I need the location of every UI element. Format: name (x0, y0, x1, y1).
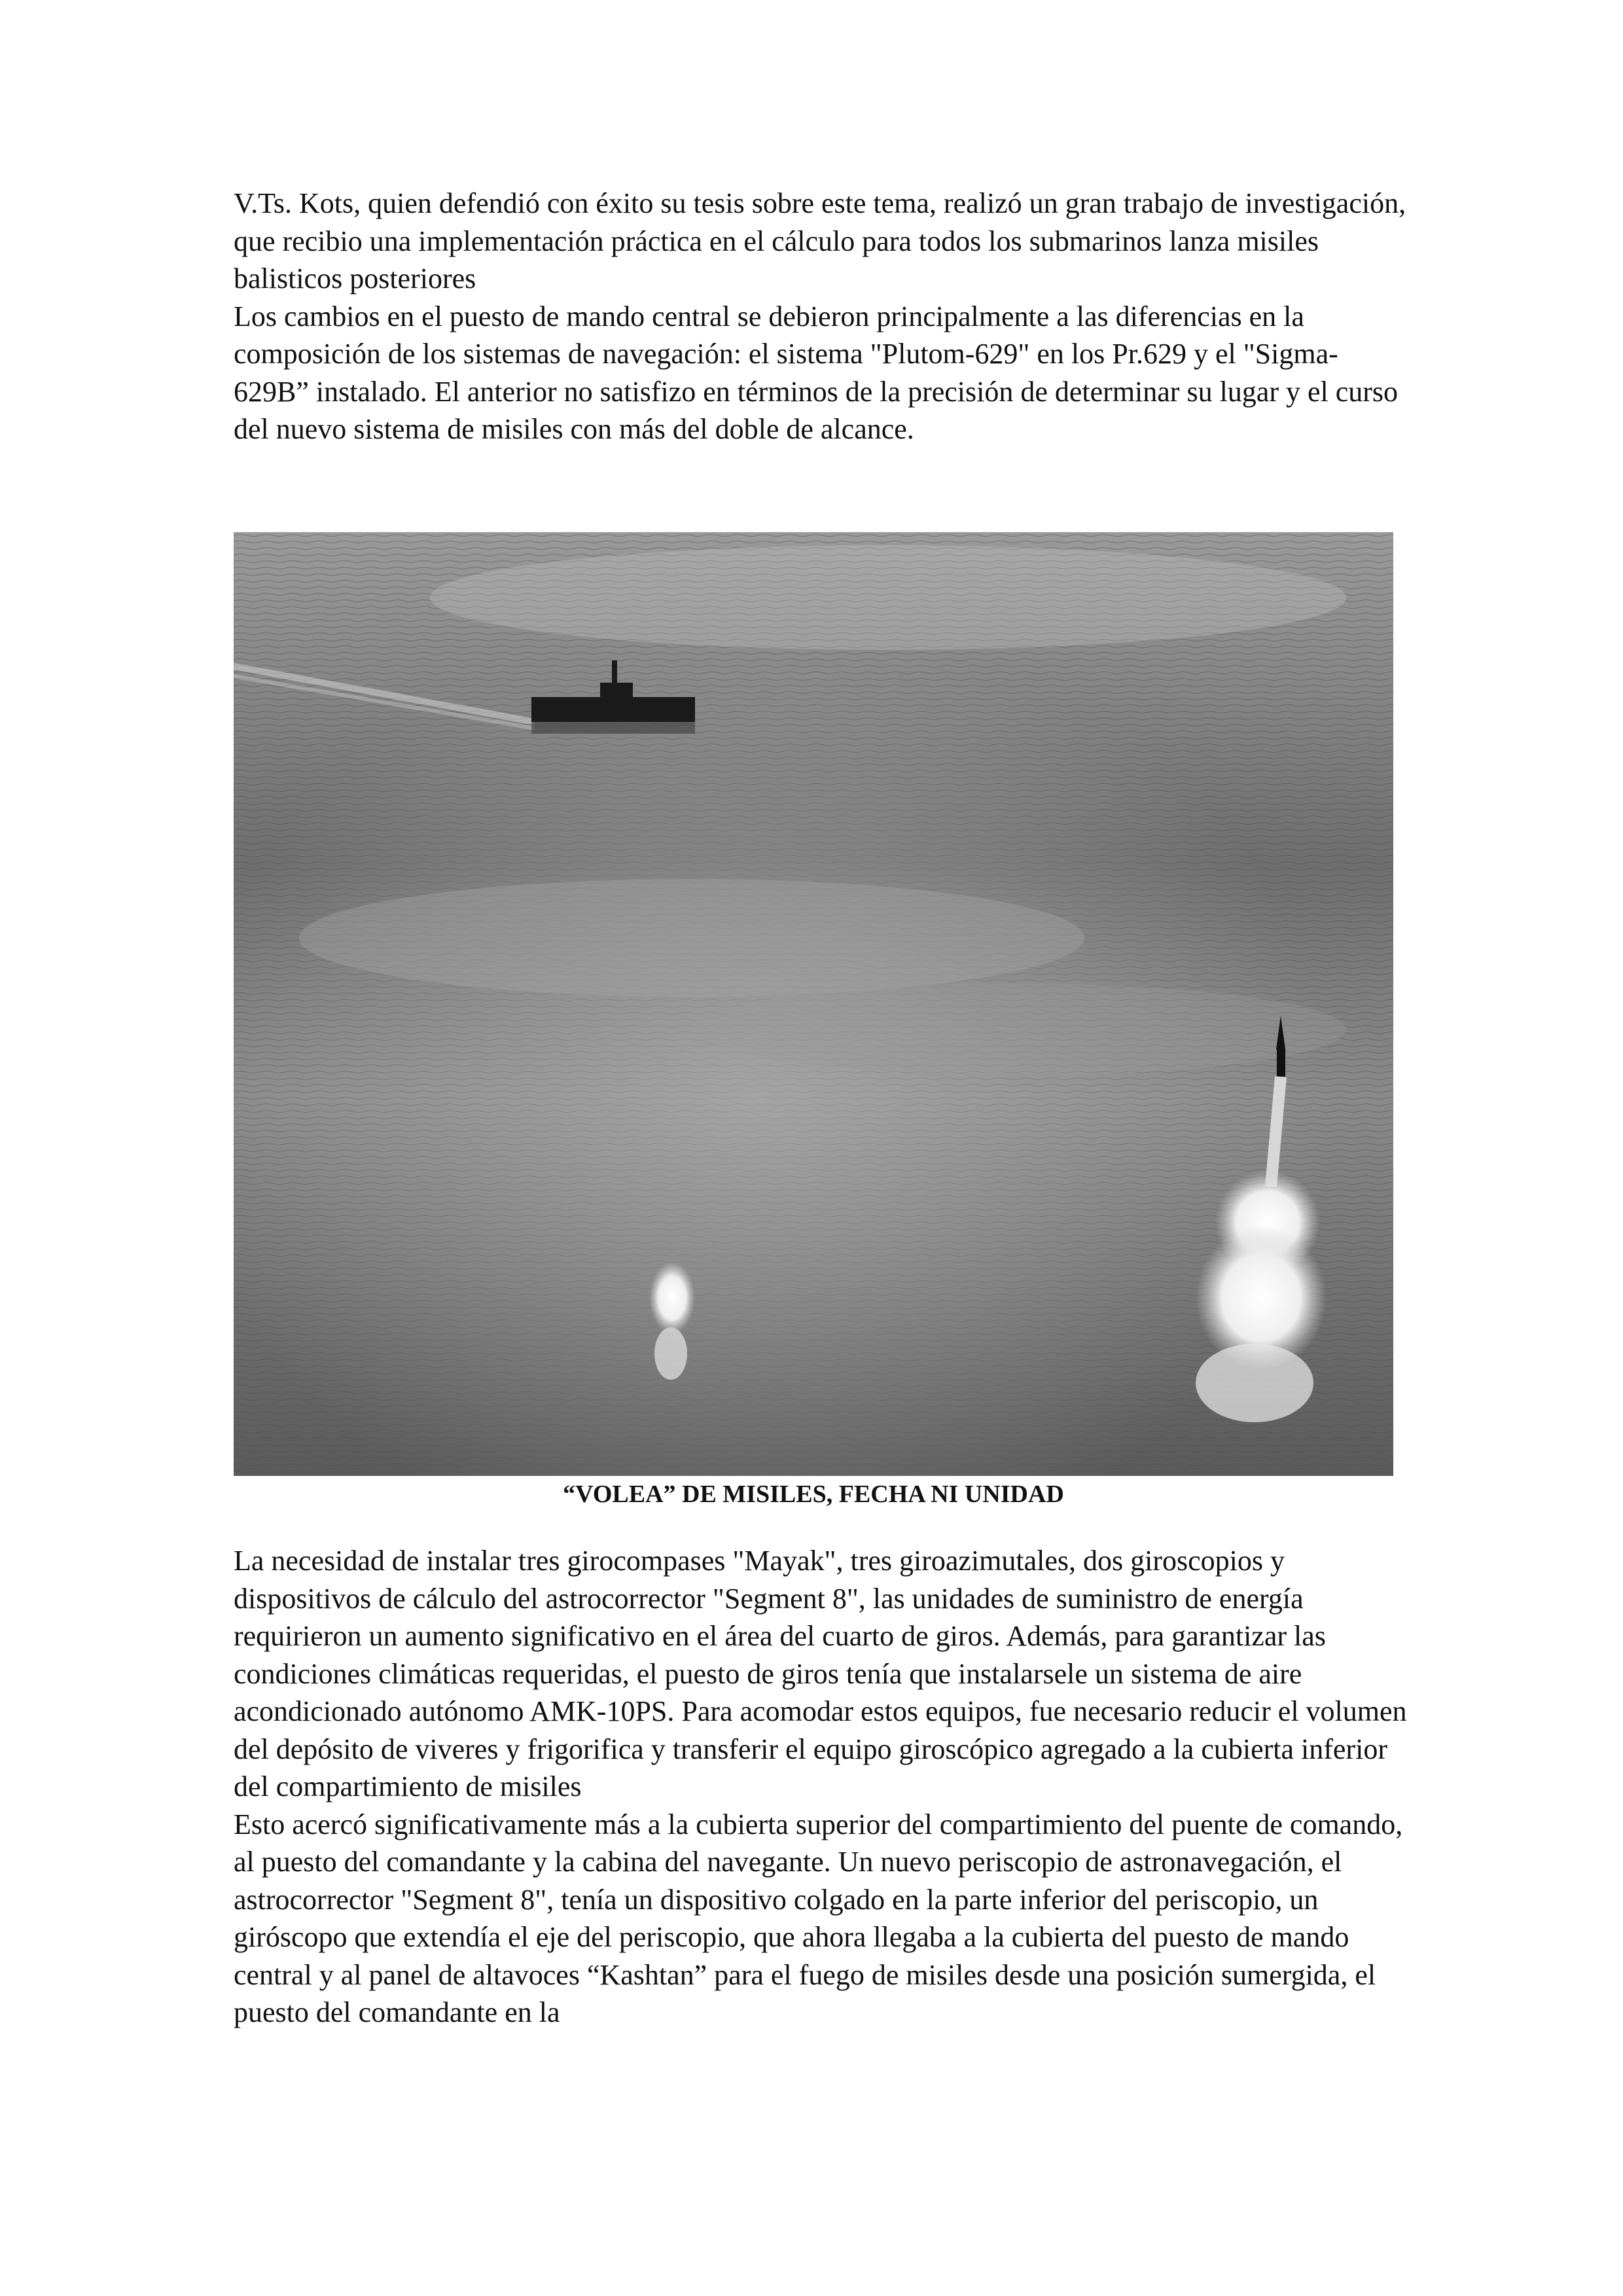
missile-launch-photo (234, 532, 1393, 1476)
text-block-top (234, 185, 1412, 448)
paragraph: Los cambios en el puesto de mando central se debieron principalmente a las diferencias en la composición de los sistemas de navegación: el sistema "Plutom-629" en los Pr.629 y el "Sigma-629B” instalado. El anterior no satisfizo en términos de la precisión de determinar su lugar y el curso del nuevo sistema de misiles con más del doble de alcance. (234, 300, 1399, 445)
paragraph: V.Ts. Kots, quien defendió con éxito su tesis sobre este tema, realizó un gran trabajo de investigación, que recibio una implementación práctica en el cálculo para todos los submarinos lanza misiles balisticos posteriores (234, 187, 1406, 295)
paragraph: Esto acercó significativamente más a la cubierta superior del compartimiento del puente de comando, al puesto del comandante y la cabina del navegante. Un nuevo periscopio de astronavegación, el astrocorrector "Segment 8", tenía un dispositivo colgado en la parte inferior del periscopio, un giróscopo que extendía el eje del periscopio, que ahora llegaba a la cubierta del puesto de mando central y al panel de altavoces “Kashtan” para el fuego de misiles desde una posición sumergida, el puesto del comandante en la (234, 1808, 1403, 2028)
figure-caption: “VOLEA” DE MISILES, FECHA NI UNIDAD (563, 1480, 1064, 1508)
paragraph: La necesidad de instalar tres girocompases "Mayak", tres giroazimutales, dos giroscopios y dispositivos de cálculo del astrocorrector "Segment 8", las unidades de suministro de energía requirieron un aumento significativo en el área del cuarto de giros. Además, para garantizar las condiciones climáticas requeridas, el puesto de giros tenía que instalarsele un sistema de aire acondicionado autónomo AMK-10PS. Para acomodar estos equipos, fue necesario reducir el volumen del depósito de viveres y frigorifica y transferir el equipo giroscópico agregado a la cubierta inferior del compartimiento de misiles (234, 1545, 1407, 1803)
text-block-bottom (234, 1542, 1412, 2032)
